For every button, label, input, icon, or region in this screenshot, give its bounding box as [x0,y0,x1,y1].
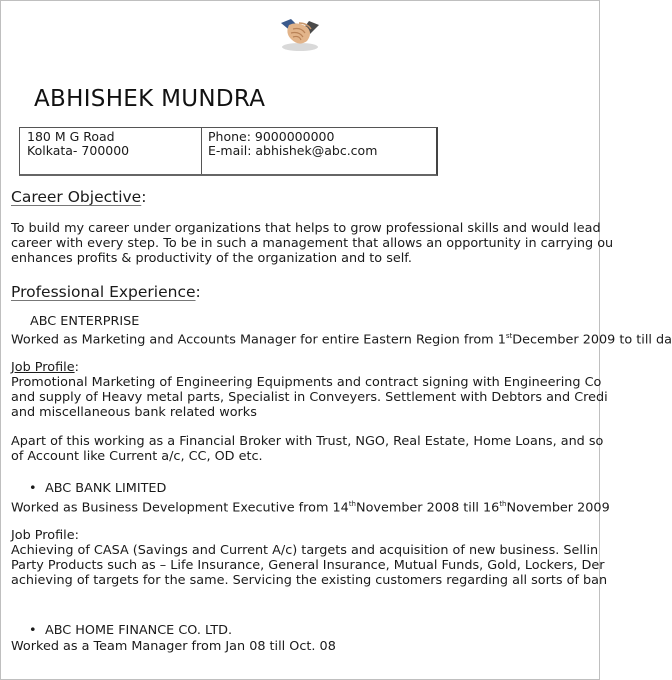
contact-table [19,127,438,176]
email-text: E-mail: abhishek@abc.com [208,143,378,158]
address-line-1: 180 M G Road [27,129,115,144]
role-line: Worked as Marketing and Accounts Manager for entire Eastern Region from 1stDecember 2009 to till da [11,332,672,348]
objective-line: To build my career under organizations that helps to grow professional skills and would lead [11,221,601,236]
candidate-name: ABHISHEK MUNDRA [34,86,266,112]
profile-line: Achieving of CASA (Savings and Current A/c) targets and acquisition of new business. Sellin [11,543,599,558]
contact-divider [201,128,202,174]
company-name: ABC ENTERPRISE [30,314,140,329]
profile-line: Apart of this working as a Financial Broker with Trust, NGO, Real Estate, Home Loans, and so [11,434,604,449]
profile-line: of Account like Current a/c, CC, OD etc. [11,449,263,464]
profile-line: Promotional Marketing of Engineering Equipments and contract signing with Engineering Co [11,375,602,390]
phone-text: Phone: 9000000000 [208,129,335,144]
address-line-2: Kolkata- 700000 [27,143,130,158]
role-line: Worked as Business Development Executive from 14thNovember 2008 till 16thNovember 2009 [11,500,610,516]
role-line: Worked as a Team Manager from Jan 08 till Oct. 08 [11,639,336,654]
company-bullet-item: • ABC HOME FINANCE CO. LTD. [29,623,233,638]
objective-line: career with every step. To be in such a management that allows an opportunity in carrying ou [11,236,614,251]
job-profile-label: Job Profile: [11,528,79,543]
profile-line: Party Products such as – Life Insurance, General Insurance, Mutual Funds, Gold, Lockers, Der [11,558,605,573]
profile-line: achieving of targets for the same. Servicing the existing customers regarding all sorts of ban [11,573,608,588]
objective-line: enhances profits & productivity of the organization and to self. [11,251,412,266]
job-profile-label: Job Profile: [11,360,79,375]
company-bullet-item: • ABC BANK LIMITED [29,481,167,496]
profile-line: and supply of Heavy metal parts, Specialist in Conveyers. Settlement with Debtors and Credi [11,390,608,405]
handshake-icon [277,13,323,53]
profile-line: and miscellaneous bank related works [11,405,257,420]
career-objective-heading: Career Objective: [11,188,147,206]
experience-heading: Professional Experience: [11,283,201,301]
